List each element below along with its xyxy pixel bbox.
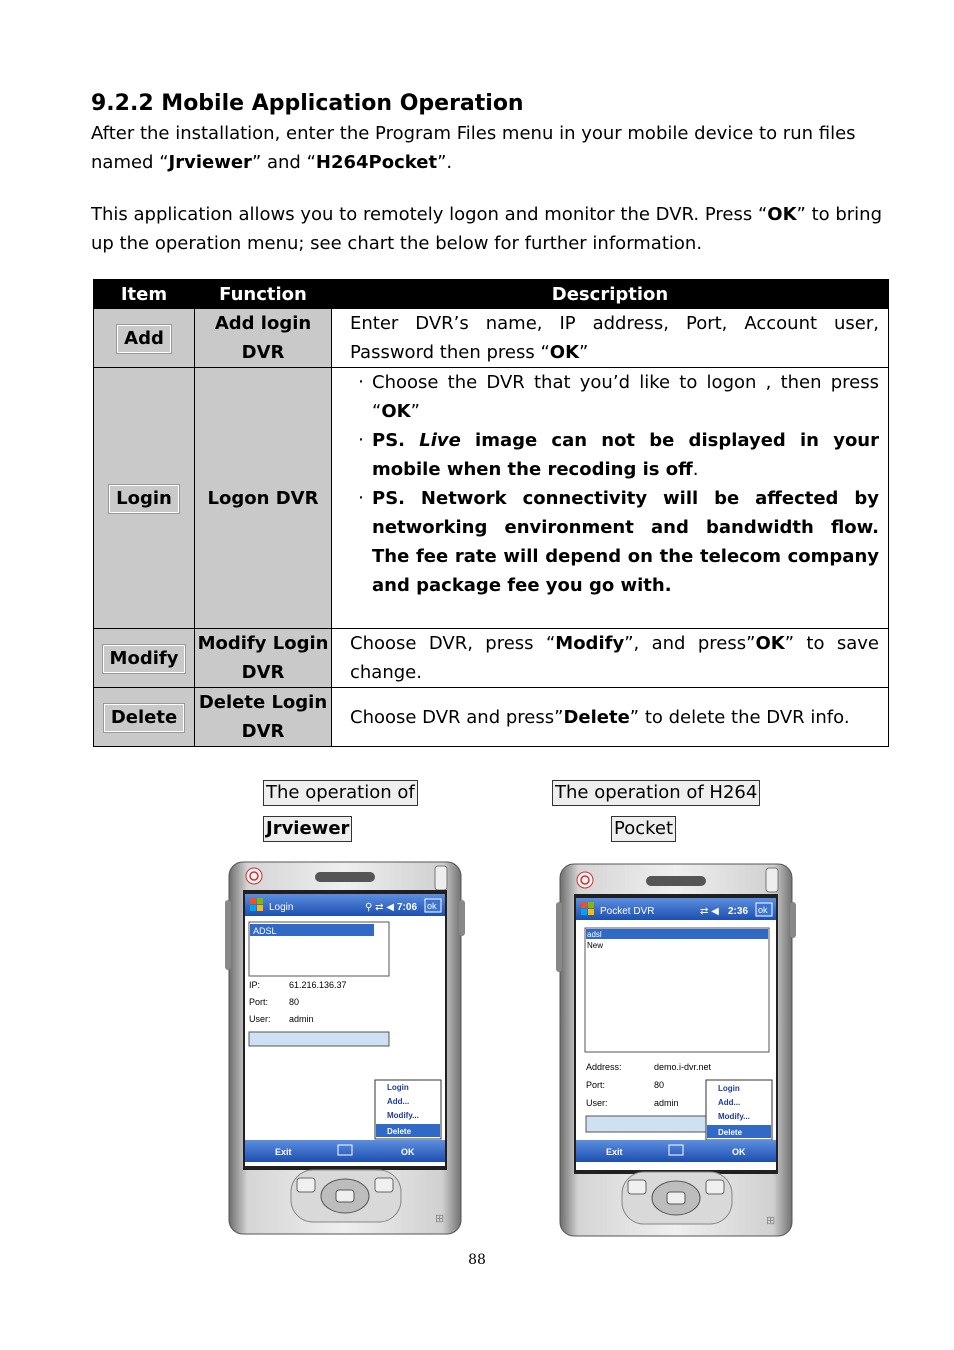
calendar-key[interactable] [706, 1180, 724, 1194]
contacts-key[interactable] [297, 1178, 315, 1192]
function-cell: Logon DVR [195, 368, 332, 629]
caption-h264: The operation of H264 [552, 780, 760, 806]
svg-text:Address:: Address: [586, 1062, 622, 1072]
function-cell: Modify Login DVR [195, 629, 332, 688]
contacts-key[interactable] [628, 1180, 646, 1194]
password-field[interactable] [249, 1032, 389, 1046]
header-description: Description [332, 280, 889, 309]
pda-device-jrviewer [225, 860, 465, 1238]
page-number: 88 [468, 1252, 486, 1268]
list-item: New [587, 941, 604, 950]
intro-paragraph-2: This application allows you to remotely logon and monitor the DVR. Press “OK” to bring up the operation menu; see chart the below for further information. [91, 204, 883, 254]
section-title: 9.2.2 Mobile Application Operation [91, 91, 524, 116]
h264pocket-name: H264Pocket [315, 152, 438, 173]
item-cell [94, 368, 195, 629]
bullet-item: ‧ PS. Live image can not be displayed in your mobile when the recoding is off. [358, 430, 880, 480]
windows-logo-icon: ⊞ [435, 1213, 445, 1225]
caption-h264-pocket: Pocket [611, 816, 676, 842]
svg-text:ok: ok [427, 901, 437, 911]
item-cell [94, 629, 195, 688]
description-cell: Enter DVR’s name, IP address, Port, Account user, Password then press “OK” [332, 309, 889, 368]
app-title: Login [269, 902, 294, 913]
status-icons: ⚲ ⇄ ◀ [365, 902, 394, 913]
svg-text:admin: admin [654, 1098, 679, 1108]
menu-item-modify[interactable]: Modify... [387, 1111, 419, 1120]
list-item: ADSL [253, 926, 277, 936]
svg-text:80: 80 [289, 997, 300, 1007]
menu-item-login[interactable]: Login [387, 1083, 409, 1092]
bullet-item: ‧ Choose the DVR that you’d like to logon , then press “OK” [358, 372, 879, 422]
clock: 2:36 [728, 906, 749, 917]
menu-item-add[interactable]: Add... [387, 1097, 410, 1106]
app-title: Pocket DVR [600, 906, 655, 917]
svg-text:80: 80 [654, 1080, 665, 1090]
table-row [94, 629, 889, 688]
soft-key-ok[interactable]: OK [401, 1147, 415, 1157]
bullet-item: ‧ PS. Network connectivity will be affected by networking environment and bandwidth flow. The fee rate will depend on the telecom company and package fee you go with. [358, 488, 879, 596]
description-cell [332, 368, 889, 629]
calendar-key[interactable] [375, 1178, 393, 1192]
svg-text:admin: admin [289, 1014, 314, 1024]
description-cell: Choose DVR, press “Modify”, and press”OK” to save change. [332, 629, 889, 688]
caption-jrviewer: The operation of [263, 780, 418, 806]
table-row [94, 688, 889, 747]
svg-text:User:: User: [586, 1098, 608, 1108]
item-cell [94, 688, 195, 747]
svg-text:Port:: Port: [586, 1080, 606, 1090]
function-cell: Add login DVR [195, 309, 332, 368]
intro-paragraph-1: After the installation, enter the Program Files menu in your mobile device to run files named “Jrviewer” and “H264Pocket”. [91, 123, 856, 173]
menu-item-delete[interactable]: Delete [387, 1127, 412, 1136]
operation-table [93, 279, 889, 747]
svg-text:ok: ok [758, 905, 768, 915]
svg-text:IP:: IP: [249, 980, 261, 990]
windows-logo-icon: ⊞ [766, 1215, 776, 1227]
login-button-label: Login [109, 485, 179, 513]
status-icons: ⇄ ◀ [700, 906, 719, 917]
description-cell: Choose DVR and press”Delete” to delete the DVR info. [332, 688, 889, 747]
menu-item-delete[interactable]: Delete [718, 1128, 743, 1137]
list-item-selected[interactable] [586, 929, 768, 939]
caption-jrviewer-name: Jrviewer [263, 816, 352, 842]
svg-text:Port:: Port: [249, 997, 269, 1007]
modify-button-label: Modify [103, 645, 186, 673]
menu-item-modify[interactable]: Modify... [718, 1112, 750, 1121]
dpad-center[interactable] [336, 1190, 354, 1202]
function-cell: Delete Login DVR [195, 688, 332, 747]
soft-key-exit[interactable]: Exit [275, 1147, 292, 1157]
list-item: adsl [587, 930, 602, 939]
delete-button-label: Delete [104, 704, 184, 732]
menu-item-add[interactable]: Add... [718, 1098, 741, 1107]
pda-device-h264pocket [556, 862, 796, 1240]
table-header-row [94, 280, 889, 309]
add-button-label: Add [117, 325, 171, 353]
soft-key-ok[interactable]: OK [732, 1147, 746, 1157]
soft-key-exit[interactable]: Exit [606, 1147, 623, 1157]
header-function: Function [195, 280, 332, 309]
clock: 7:06 [397, 902, 418, 913]
menu-item-login[interactable]: Login [718, 1084, 740, 1093]
dvr-list[interactable] [585, 928, 769, 1052]
table-row [94, 368, 889, 629]
header-item: Item [94, 280, 195, 309]
jrviewer-name: Jrviewer [168, 152, 252, 173]
svg-text:61.216.136.37: 61.216.136.37 [289, 980, 347, 990]
svg-text:User:: User: [249, 1014, 271, 1024]
table-row [94, 309, 889, 368]
password-field[interactable] [586, 1116, 716, 1132]
svg-text:demo.i-dvr.net: demo.i-dvr.net [654, 1062, 712, 1072]
item-cell [94, 309, 195, 368]
dpad-center[interactable] [667, 1192, 685, 1204]
